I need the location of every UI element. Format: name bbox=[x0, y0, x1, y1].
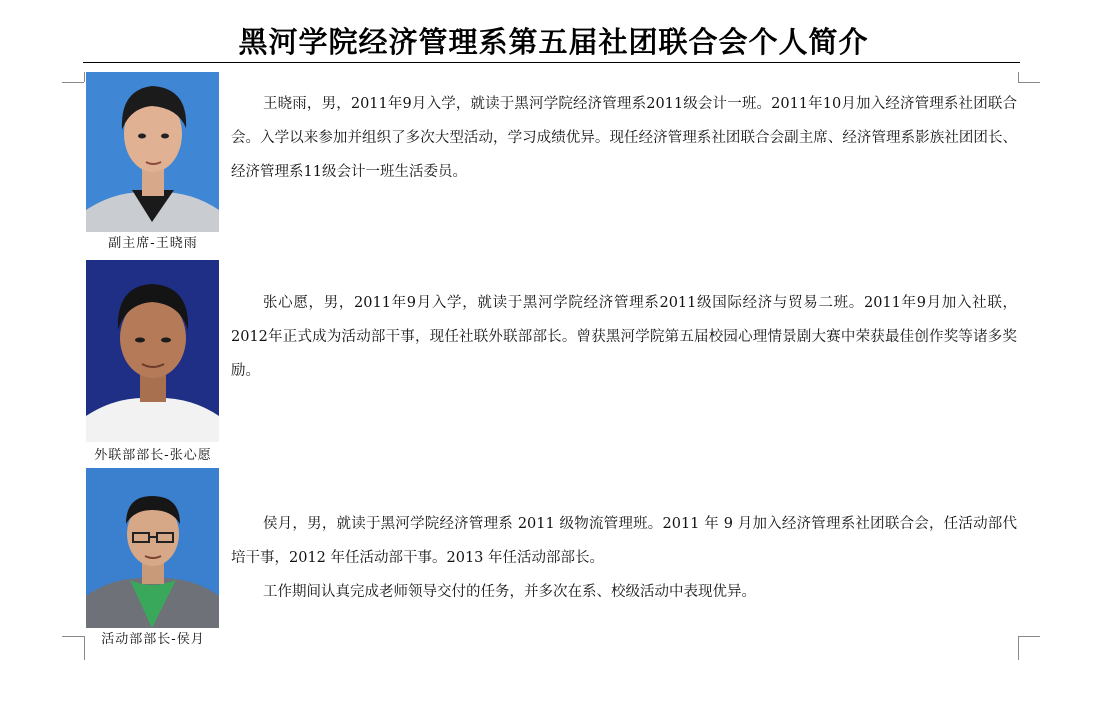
profile-bio-1: 王晓雨，男，2011年9月入学，就读于黑河学院经济管理系2011级会计一班。2011年10月加入经济管理系社团联合会。入学以来参加并组织了多次大型活动，学习成绩优异。现任经济管理系社团联合会副主席、经济管理系影族社团团长、经济管理系11级会计一班生活委员。 bbox=[231, 96, 1017, 180]
profile-caption-3: 活动部部长-侯月 bbox=[101, 632, 205, 647]
crop-mark-bottom-right-vertical bbox=[1018, 636, 1019, 660]
profile-bio-3-extra: 工作期间认真完成老师领导交付的任务，并多次在系、校级活动中表现优异。 bbox=[263, 584, 756, 600]
profile-photo-1 bbox=[86, 72, 219, 232]
profile-photo-2 bbox=[86, 260, 219, 442]
crop-mark-bottom-right bbox=[1018, 636, 1040, 637]
crop-mark-top-left-vertical bbox=[84, 72, 85, 82]
title-underline bbox=[83, 62, 1020, 63]
profile-caption-1: 副主席-王晓雨 bbox=[108, 236, 198, 251]
crop-mark-top-left bbox=[62, 82, 84, 83]
profile-photo-3 bbox=[86, 468, 219, 628]
crop-mark-top-right bbox=[1018, 82, 1040, 83]
profile-bio-2: 张心愿，男，2011年9月入学，就读于黑河学院经济管理系2011级国际经济与贸易二班。2011年9月加入社联，2012年正式成为活动部干事，现任社联外联部部长。曾获黑河学院第五届校园心理情景剧大赛中荣获最佳创作奖等诸多奖励。 bbox=[231, 295, 1017, 379]
page-title: 黑河学院经济管理系第五届社团联合会个人简介 bbox=[238, 25, 869, 59]
crop-mark-top-right-vertical bbox=[1018, 72, 1019, 82]
profile-caption-2: 外联部部长-张心愿 bbox=[94, 448, 212, 463]
profile-bio-3: 侯月，男，就读于黑河学院经济管理系 2011 级物流管理班。2011 年 9 月加入经济管理系社团联合会，任活动部代培干事，2012 年任活动部干事。2013 年任活动部部长。 bbox=[231, 516, 1017, 566]
